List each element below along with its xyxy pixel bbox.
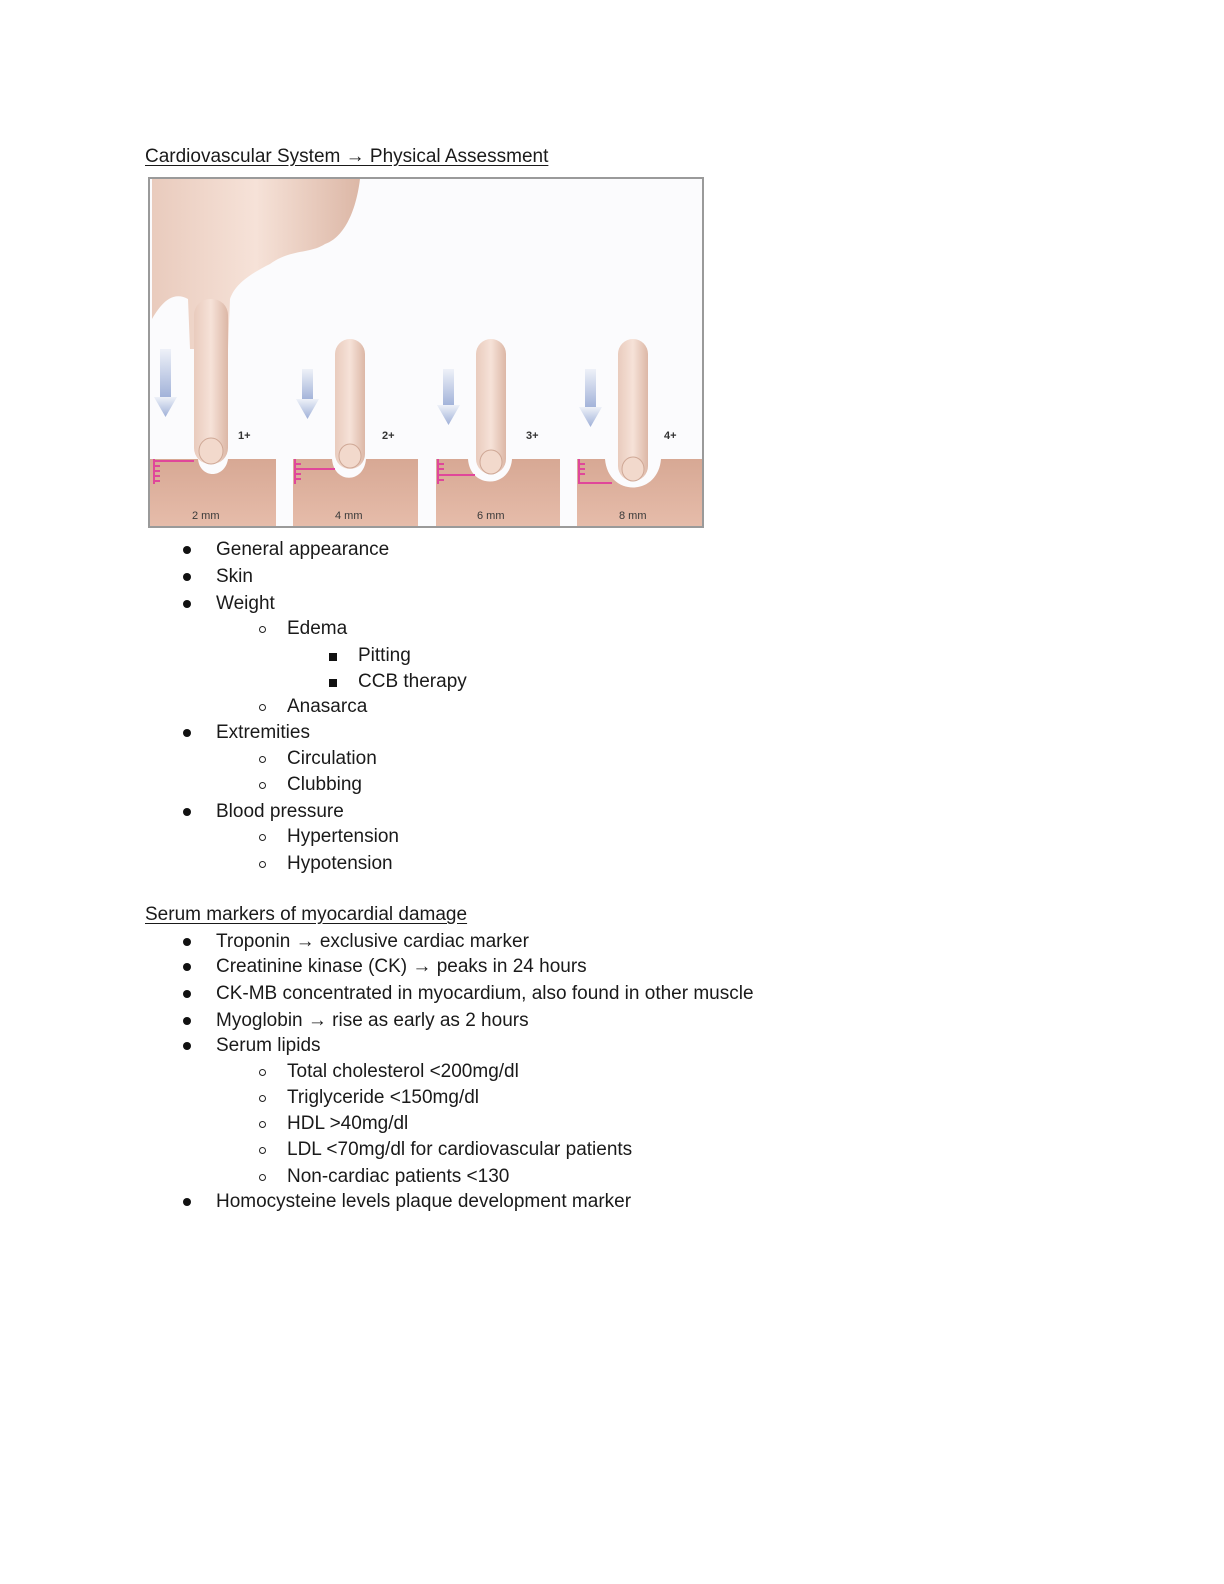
list-item xyxy=(287,1113,408,1135)
finger-2 xyxy=(335,339,365,469)
list-item xyxy=(287,1061,519,1083)
bullet-icon xyxy=(249,1113,275,1135)
list-item-text: LDL <70mg/dl for cardiovascular patients xyxy=(287,1139,633,1160)
bullet-icon xyxy=(249,1061,275,1083)
list-item-text: Triglyceride <150mg/dl xyxy=(287,1087,480,1108)
bullet-icon xyxy=(249,618,275,640)
list-item xyxy=(216,1035,321,1057)
list-item xyxy=(287,853,393,875)
grade-label-3: 3+ xyxy=(526,430,539,442)
bullet-icon xyxy=(249,1087,275,1109)
grade-label-2: 2+ xyxy=(382,430,395,442)
list-item-text: Hypotension xyxy=(287,853,393,874)
list-item xyxy=(287,774,362,796)
list-item xyxy=(216,593,275,615)
list-item-text: Serum lipids xyxy=(216,1035,321,1056)
list-item-text: HDL >40mg/dl xyxy=(287,1113,409,1134)
list-item-text: Edema xyxy=(287,618,348,639)
list-item-text: Myoglobin → rise as early as 2 hours xyxy=(216,1010,529,1031)
list-item xyxy=(287,1166,509,1188)
list-item-text: Skin xyxy=(216,566,253,587)
bullet-icon xyxy=(174,1191,200,1213)
list-item xyxy=(216,1191,631,1213)
list-item-text: CK-MB concentrated in myocardium, also found in other muscle xyxy=(216,983,754,1004)
list-item xyxy=(216,801,344,823)
list-item xyxy=(287,618,347,640)
bullet-icon xyxy=(174,931,200,953)
list-item-text: Hypertension xyxy=(287,826,399,847)
depth-label-2: 4 mm xyxy=(335,510,363,522)
list-item-text: Homocysteine levels plaque development marker xyxy=(216,1191,632,1212)
list-item-text: CCB therapy xyxy=(358,671,467,692)
list-item xyxy=(216,1010,529,1032)
list-item xyxy=(358,671,467,693)
bullet-icon xyxy=(174,801,200,823)
pitting-edema-figure xyxy=(148,177,704,528)
list-item xyxy=(216,931,529,953)
list-item-text: Anasarca xyxy=(287,696,368,717)
list-item-text: Pitting xyxy=(358,645,411,666)
list-item xyxy=(287,748,377,770)
finger-1 xyxy=(194,299,228,464)
bullet-icon xyxy=(174,983,200,1005)
list-item-text: Troponin → exclusive cardiac marker xyxy=(216,931,529,952)
list-item xyxy=(287,1139,632,1161)
list-item xyxy=(216,539,389,561)
list-item-text: Clubbing xyxy=(287,774,362,795)
list-item-text: General appearance xyxy=(216,539,390,560)
depth-label-3: 6 mm xyxy=(477,510,505,522)
list-item xyxy=(216,566,253,588)
bullet-icon xyxy=(174,956,200,978)
list-item-text: Total cholesterol <200mg/dl xyxy=(287,1061,519,1082)
bullet-icon xyxy=(320,671,346,693)
depth-label-4: 8 mm xyxy=(619,510,647,522)
bullet-icon xyxy=(249,696,275,718)
bullet-icon xyxy=(249,1139,275,1161)
bullet-icon xyxy=(249,748,275,770)
list-item xyxy=(216,983,754,1005)
bullet-icon xyxy=(249,853,275,875)
bullet-icon xyxy=(174,1035,200,1057)
bullet-icon xyxy=(249,1166,275,1188)
bullet-icon xyxy=(174,1010,200,1032)
list-item xyxy=(216,956,587,978)
list-item xyxy=(287,1087,479,1109)
bullet-icon xyxy=(174,566,200,588)
hand-shape xyxy=(152,179,360,349)
section2-heading: Serum markers of myocardial damage xyxy=(145,904,468,925)
list-item xyxy=(216,722,310,744)
bullet-icon xyxy=(320,645,346,667)
finger-4 xyxy=(618,339,648,481)
list-item xyxy=(287,696,367,718)
grade-label-1: 1+ xyxy=(238,430,251,442)
list-item-text: Extremities xyxy=(216,722,310,743)
list-item xyxy=(358,645,411,667)
list-item-text: Non-cardiac patients <130 xyxy=(287,1166,510,1187)
bullet-icon xyxy=(174,539,200,561)
bullet-icon xyxy=(249,826,275,848)
bullet-icon xyxy=(249,774,275,796)
section1-heading: Cardiovascular System → Physical Assessment xyxy=(145,146,549,167)
list-item-text: Blood pressure xyxy=(216,801,344,822)
list-item-text: Circulation xyxy=(287,748,377,769)
list-item-text: Creatinine kinase (CK) → peaks in 24 hours xyxy=(216,956,587,977)
list-item xyxy=(287,826,399,848)
list-item-text: Weight xyxy=(216,593,275,614)
bullet-icon xyxy=(174,593,200,615)
bullet-icon xyxy=(174,722,200,744)
grade-label-4: 4+ xyxy=(664,430,677,442)
depth-label-1: 2 mm xyxy=(192,510,220,522)
finger-3 xyxy=(476,339,506,474)
